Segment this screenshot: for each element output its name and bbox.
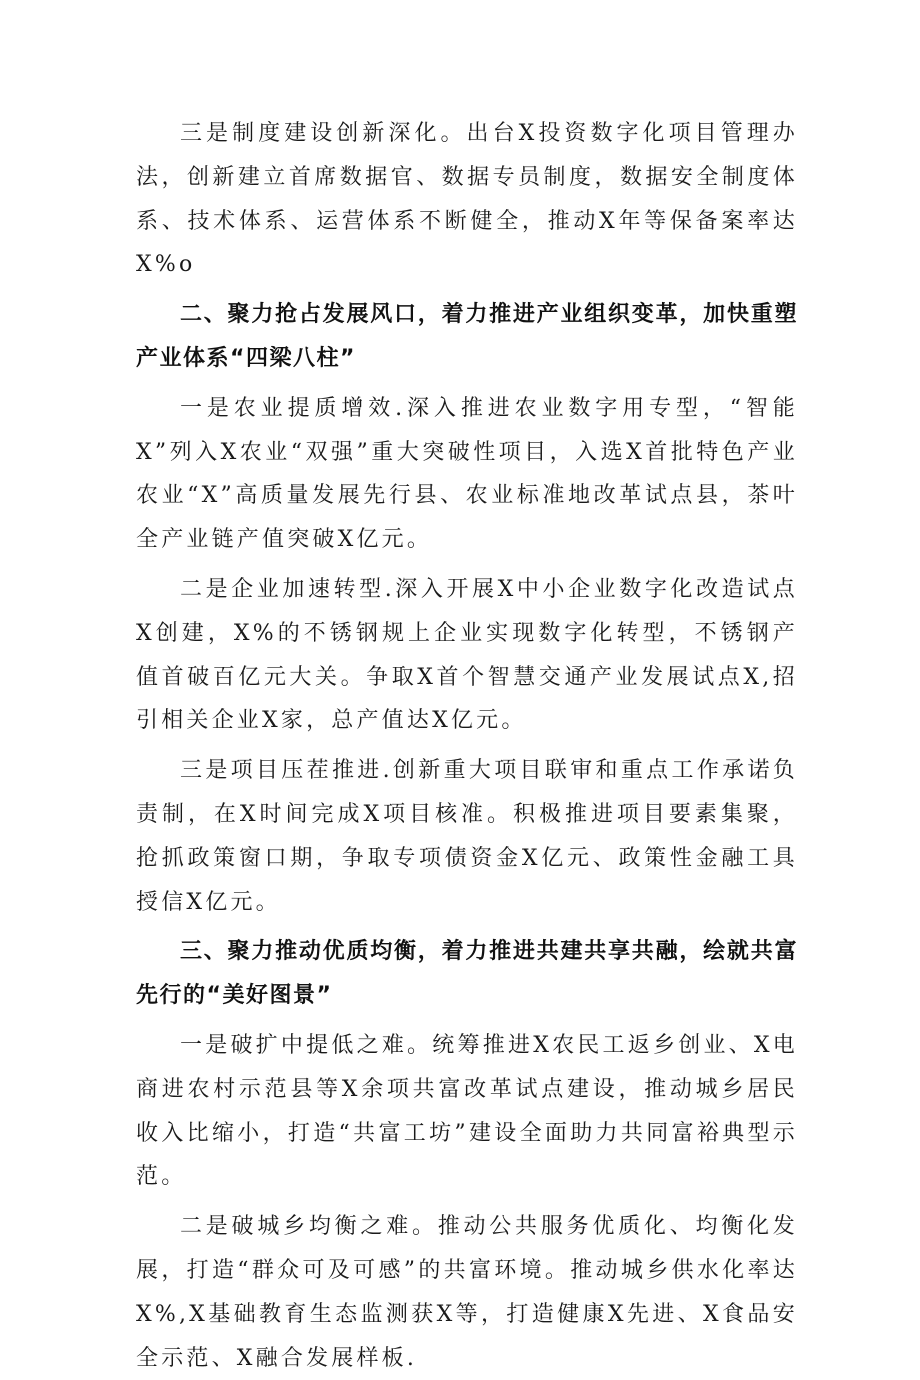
paragraph-project-advancement: 三是项目压茬推进.创新重大项目联审和重点工作承诺负责制，在X时间完成X项目核准。积极推进项目要素集聚，抢抓政策窗口期，争取专项债资金X亿元、政策性金融工具授信X亿元。 — [136, 758, 798, 915]
section-heading-industry: 二、聚力抢占发展风口，着力推进产业组织变革，加快重塑产业体系“四梁八柱” — [136, 302, 798, 371]
paragraph-urban-rural-balance: 二是破城乡均衡之难。推动公共服务优质化、均衡化发展，打造“群众可及可感”的共富环境。推动城乡供水化率达X%,X基础教育生态监测获X等，打造健康X先进、X食品安全示范、X融合发展样板. — [136, 1214, 798, 1371]
paragraph-institution-innovation: 三是制度建设创新深化。出台X投资数字化项目管理办法，创新建立首席数据官、数据专员制度，数据安全制度体系、技术体系、运营体系不断健全，推动X年等保备案率达X%o — [136, 121, 798, 278]
paragraph-enterprise-transformation: 二是企业加速转型.深入开展X中小企业数字化改造试点X创建，X%的不锈钢规上企业实现数字化转型，不锈钢产值首破百亿元大关。争取X首个智慧交通产业发展试点X,招引相关企业X家，总产值达X亿元。 — [136, 576, 798, 734]
paragraph-agriculture: 一是农业提质增效.深入推进农业数字用专型，“智能X”列入X农业“双强”重大突破性项目，入选X首批特色产业农业“X”高质量发展先行县、农业标准地改革试点县，茶叶全产业链产值突破X亿元。 — [136, 395, 798, 553]
paragraph-income-gap: 一是破扩中提低之难。统筹推进X农民工返乡创业、X电商进农村示范县等X余项共富改革试点建设，推动城乡居民收入比缩小，打造“共富工坊”建设全面助力共同富裕典型示范。 — [136, 1032, 798, 1190]
document-body — [136, 112, 798, 1380]
section-heading-common-prosperity: 三、聚力推动优质均衡，着力推进共建共享共融，绘就共富先行的“美好图景” — [136, 939, 798, 1009]
